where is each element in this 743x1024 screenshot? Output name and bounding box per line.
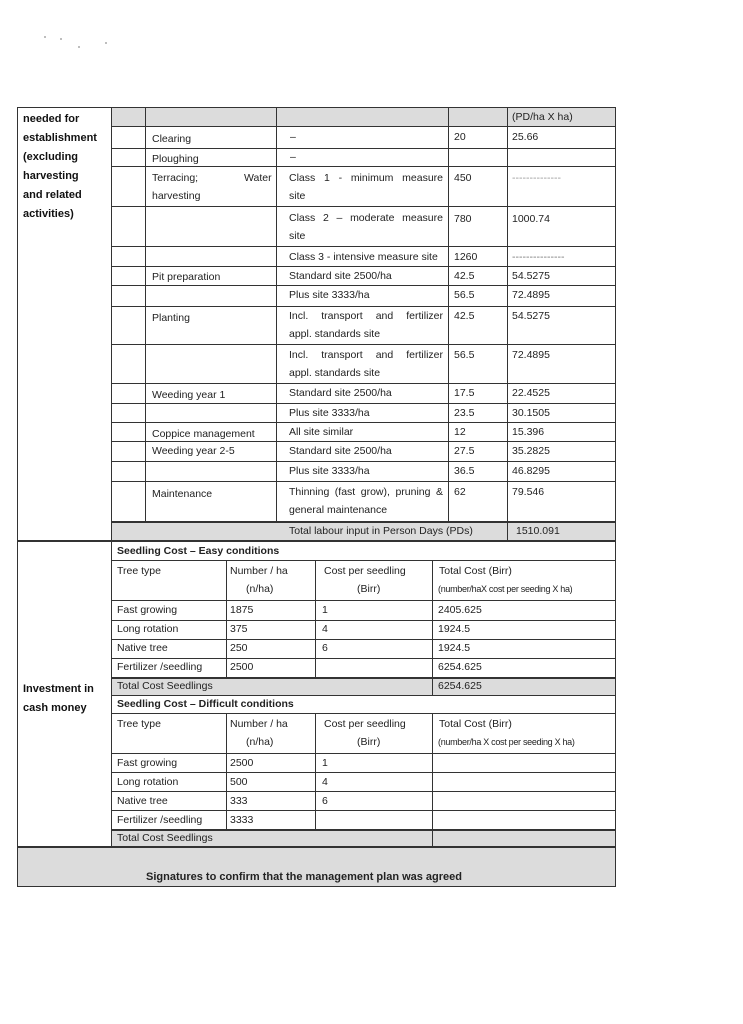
- pd-ha-cell: 23.5: [454, 407, 475, 419]
- activity-cell: Clearing: [152, 133, 192, 145]
- labour-section-label: needed for establishment (excluding harvesting and related activities): [23, 113, 97, 220]
- tree-cell: Long rotation: [117, 623, 179, 635]
- cost-cell: 6: [322, 795, 328, 807]
- total-cell: 79.546: [512, 486, 545, 498]
- activity-cell: Terracing;: [152, 172, 199, 184]
- cost-cell: 4: [322, 623, 328, 635]
- header-total-formula: (number/ha X cost per seeding X ha): [438, 737, 575, 747]
- header-total: Total Cost (Birr): [439, 718, 512, 730]
- tree-cell: Long rotation: [117, 776, 179, 788]
- pd-ha-cell: 1260: [454, 251, 478, 263]
- total-cell: 72.4895: [512, 349, 550, 361]
- pd-ha-cell: 17.5: [454, 387, 475, 399]
- pd-ha-cell: 27.5: [454, 445, 475, 457]
- spec-cell: Plus site 3333/ha: [289, 289, 370, 301]
- spec-cell: general maintenance: [289, 504, 388, 516]
- number-cell: 500: [230, 776, 248, 788]
- pd-ha-cell: 56.5: [454, 289, 475, 301]
- activity-cell: Weeding year 2-5: [152, 445, 235, 457]
- header-total-formula: (number/haX cost per seeding X ha): [438, 584, 573, 594]
- total-cell: ---------------: [512, 251, 565, 263]
- spec-cell: Class 3 - intensive measure site: [289, 251, 438, 263]
- number-cell: 1875: [230, 604, 254, 616]
- header-cost-unit: (Birr): [357, 583, 381, 595]
- unit-header: (PD/ha X ha): [512, 111, 573, 123]
- scan-speck: [78, 46, 80, 48]
- pd-ha-cell: 42.5: [454, 310, 475, 322]
- cost-cell: 6: [322, 642, 328, 654]
- total-cell: 15.396: [512, 426, 545, 438]
- pd-ha-cell: 20: [454, 131, 466, 143]
- scan-speck: [44, 36, 46, 38]
- total-cell: 1924.5: [438, 623, 471, 635]
- pd-ha-cell: 56.5: [454, 349, 475, 361]
- header-number: Number / ha: [230, 718, 288, 730]
- spec-cell: Standard site 2500/ha: [289, 270, 392, 282]
- total-cell: 2405.625: [438, 604, 482, 616]
- total-cell: 30.1505: [512, 407, 550, 419]
- spec-cell: Standard site 2500/ha: [289, 445, 392, 457]
- tree-cell: Native tree: [117, 642, 168, 654]
- header-cost: Cost per seedling: [324, 718, 406, 730]
- spec-cell: Incl. transport and fertilizer: [289, 310, 443, 322]
- cost-cell: 1: [322, 757, 328, 769]
- spec-cell: Class 1 - minimum measure: [289, 172, 443, 184]
- spec-cell: –: [290, 131, 296, 143]
- tree-cell: Fertilizer /seedling: [117, 661, 203, 673]
- activity-cell: Ploughing: [152, 153, 199, 165]
- tree-cell: Fast growing: [117, 604, 178, 616]
- spec-cell: site: [289, 190, 306, 202]
- total-value: 6254.625: [438, 680, 482, 692]
- spec-cell: All site similar: [289, 426, 354, 438]
- total-cell: 35.2825: [512, 445, 550, 457]
- total-cell: 54.5275: [512, 310, 550, 322]
- number-cell: 333: [230, 795, 248, 807]
- total-cell: 1000.74: [512, 213, 550, 225]
- pd-ha-cell: 450: [454, 172, 472, 184]
- tree-cell: Native tree: [117, 795, 168, 807]
- total-cell: 25.66: [512, 131, 539, 143]
- header-number-unit: (n/ha): [246, 583, 274, 595]
- easy-title: Seedling Cost – Easy conditions: [117, 545, 280, 557]
- spec-cell: Thinning (fast grow), pruning &: [289, 486, 443, 498]
- total-value: 1510.091: [516, 525, 560, 537]
- total-label: Total Cost Seedlings: [117, 680, 213, 692]
- header-tree-type: Tree type: [117, 718, 161, 730]
- scan-speck: [60, 38, 62, 40]
- spec-cell: site: [289, 230, 306, 242]
- signatures-label: Signatures to confirm that the management plan was agreed: [146, 871, 463, 883]
- header-cost-unit: (Birr): [357, 736, 381, 748]
- spec-cell: Plus site 3333/ha: [289, 465, 370, 477]
- header-cost: Cost per seedling: [324, 565, 406, 577]
- activity-cell: Water: [244, 172, 272, 184]
- spec-cell: Plus site 3333/ha: [289, 407, 370, 419]
- total-label: Total Cost Seedlings: [117, 832, 213, 844]
- pd-ha-cell: 12: [454, 426, 466, 438]
- spec-cell: Standard site 2500/ha: [289, 387, 392, 399]
- tree-cell: Fertilizer /seedling: [117, 814, 203, 826]
- spec-cell: appl. standards site: [289, 367, 381, 379]
- header-total: Total Cost (Birr): [439, 565, 512, 577]
- number-cell: 2500: [230, 661, 254, 673]
- number-cell: 250: [230, 642, 248, 654]
- cost-cell: 4: [322, 776, 328, 788]
- spec-cell: –: [290, 151, 296, 163]
- activity-cell: Pit preparation: [152, 271, 221, 283]
- total-cell: 6254.625: [438, 661, 482, 673]
- activity-cell: Weeding year 1: [152, 389, 226, 401]
- activity-cell: Coppice management: [152, 428, 255, 440]
- total-cell: 22.4525: [512, 387, 550, 399]
- activity-cell: Maintenance: [152, 488, 213, 500]
- total-cell: --------------: [512, 172, 561, 184]
- total-cell: 46.8295: [512, 465, 550, 477]
- header-tree-type: Tree type: [117, 565, 161, 577]
- spec-cell: appl. standards site: [289, 328, 381, 340]
- cash-section-label: Investment in cash money: [23, 683, 94, 714]
- activity-cell: Planting: [152, 312, 190, 324]
- cost-cell: 1: [322, 604, 328, 616]
- pd-ha-cell: 780: [454, 213, 472, 225]
- header-number: Number / ha: [230, 565, 288, 577]
- tree-cell: Fast growing: [117, 757, 178, 769]
- header-number-unit: (n/ha): [246, 736, 274, 748]
- number-cell: 375: [230, 623, 248, 635]
- pd-ha-cell: 62: [454, 486, 466, 498]
- total-cell: 72.4895: [512, 289, 550, 301]
- number-cell: 3333: [230, 814, 254, 826]
- difficult-title: Seedling Cost – Difficult conditions: [117, 698, 294, 710]
- spec-cell: Class 2 – moderate measure: [289, 212, 443, 224]
- pd-ha-cell: 42.5: [454, 270, 475, 282]
- total-label: Total labour input in Person Days (PDs): [289, 525, 473, 537]
- total-cell: 54.5275: [512, 270, 550, 282]
- total-cell: 1924.5: [438, 642, 471, 654]
- spec-cell: Incl. transport and fertilizer: [289, 349, 443, 361]
- scan-speck: [105, 42, 107, 44]
- pd-ha-cell: 36.5: [454, 465, 475, 477]
- activity-cell: harvesting: [152, 190, 201, 202]
- number-cell: 2500: [230, 757, 254, 769]
